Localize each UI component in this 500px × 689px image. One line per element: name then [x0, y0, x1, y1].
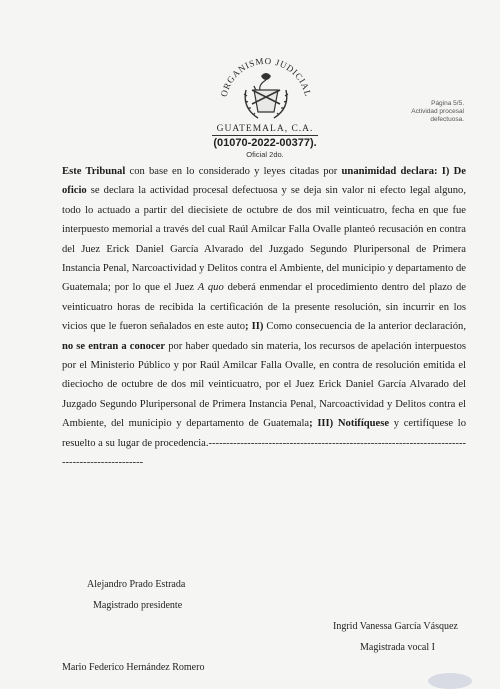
no-conocer-label: no se entran a conocer: [62, 340, 166, 352]
point-iii-label: ; III) Notifíquese: [309, 418, 390, 430]
page-note-line1: Actividad procesal: [411, 108, 464, 115]
case-number: (01070-2022-00377).: [213, 137, 317, 149]
office-label: Oficial 2do.: [246, 150, 284, 159]
body-text-1: con base en lo considerado y leyes citadas por: [125, 166, 342, 177]
signature-role-president: Magistrado presidente: [93, 600, 183, 611]
body-text-6: y certifíquese lo resuelto a su lugar de procedencia.------------------------------------------------------------------------------------------------: [62, 418, 467, 469]
signature-name-vocal-i: Ingrid Vanessa García Vásquez: [333, 621, 458, 632]
seal-divider: [212, 135, 318, 136]
signature-name-president: Alejandro Prado Estrada: [87, 579, 186, 590]
page-note-line2: defectuosa.: [430, 116, 464, 123]
body-text-3: deberá enmendar el procedimiento dentro del plazo de veinticuatro horas de recibida la certificación de la presente resolución, sin incurrir en los vicios que le fueron señalados en este auto: [62, 282, 466, 333]
signature-name-vocal-ii: Mario Federico Hernández Romero: [62, 662, 205, 673]
seal-text: ORGANISMO JUDICIAL: [218, 55, 314, 98]
seal-city: GUATEMALA, C.A.: [216, 124, 314, 134]
seal-caption: [190, 124, 340, 136]
a-quo-term: A quo: [197, 282, 224, 294]
point-ii-label: ; II): [245, 321, 264, 333]
tribunal-label: Este Tribunal: [62, 166, 126, 177]
resolution-body: [62, 162, 466, 473]
declaration-heading: unanimidad declara: I) De oficio: [62, 166, 466, 197]
corner-shadow: [428, 673, 472, 689]
body-text-2: se declara la actividad procesal defectuosa y se deja sin valor ni efecto legal alguno, todo lo actuado a partir del diecisiete de octubre de dos mil veinticuatro, fecha en que fue interpuesto memorial a través del cual Raúl Amilcar Falla Ovalle planteó recusación en contra del Juez Erick Daniel García Alvarado del Juzgado Segundo Pluripersonal de Primera Instancia Penal, Narcoactividad y Delitos contra el Ambiente, del municipio y departamento de Guatemala; por lo que el Juez: [62, 185, 466, 294]
signature-role-vocal-i: Magistrada vocal I: [360, 642, 435, 653]
body-text-4: Como consecuencia de la anterior declaración,: [263, 321, 466, 333]
page-note: [364, 100, 464, 124]
body-text-5: por haber quedado sin materia, los recursos de apelación interpuestos por el Ministerio Público y por Raúl Amilcar Falla Ovalle, en contra de resolución emitida el dieciocho de octubre de dos mil veinticuatro, por el Juez Erick Daniel García Alvarado del Juzgado Segundo Pluripersonal de Primera Instancia Penal, Narcoactividad y Delitos contra el Ambiente, del municipio y departamento de Guatemala: [62, 340, 467, 430]
page-number: Página 5/5.: [431, 100, 464, 107]
